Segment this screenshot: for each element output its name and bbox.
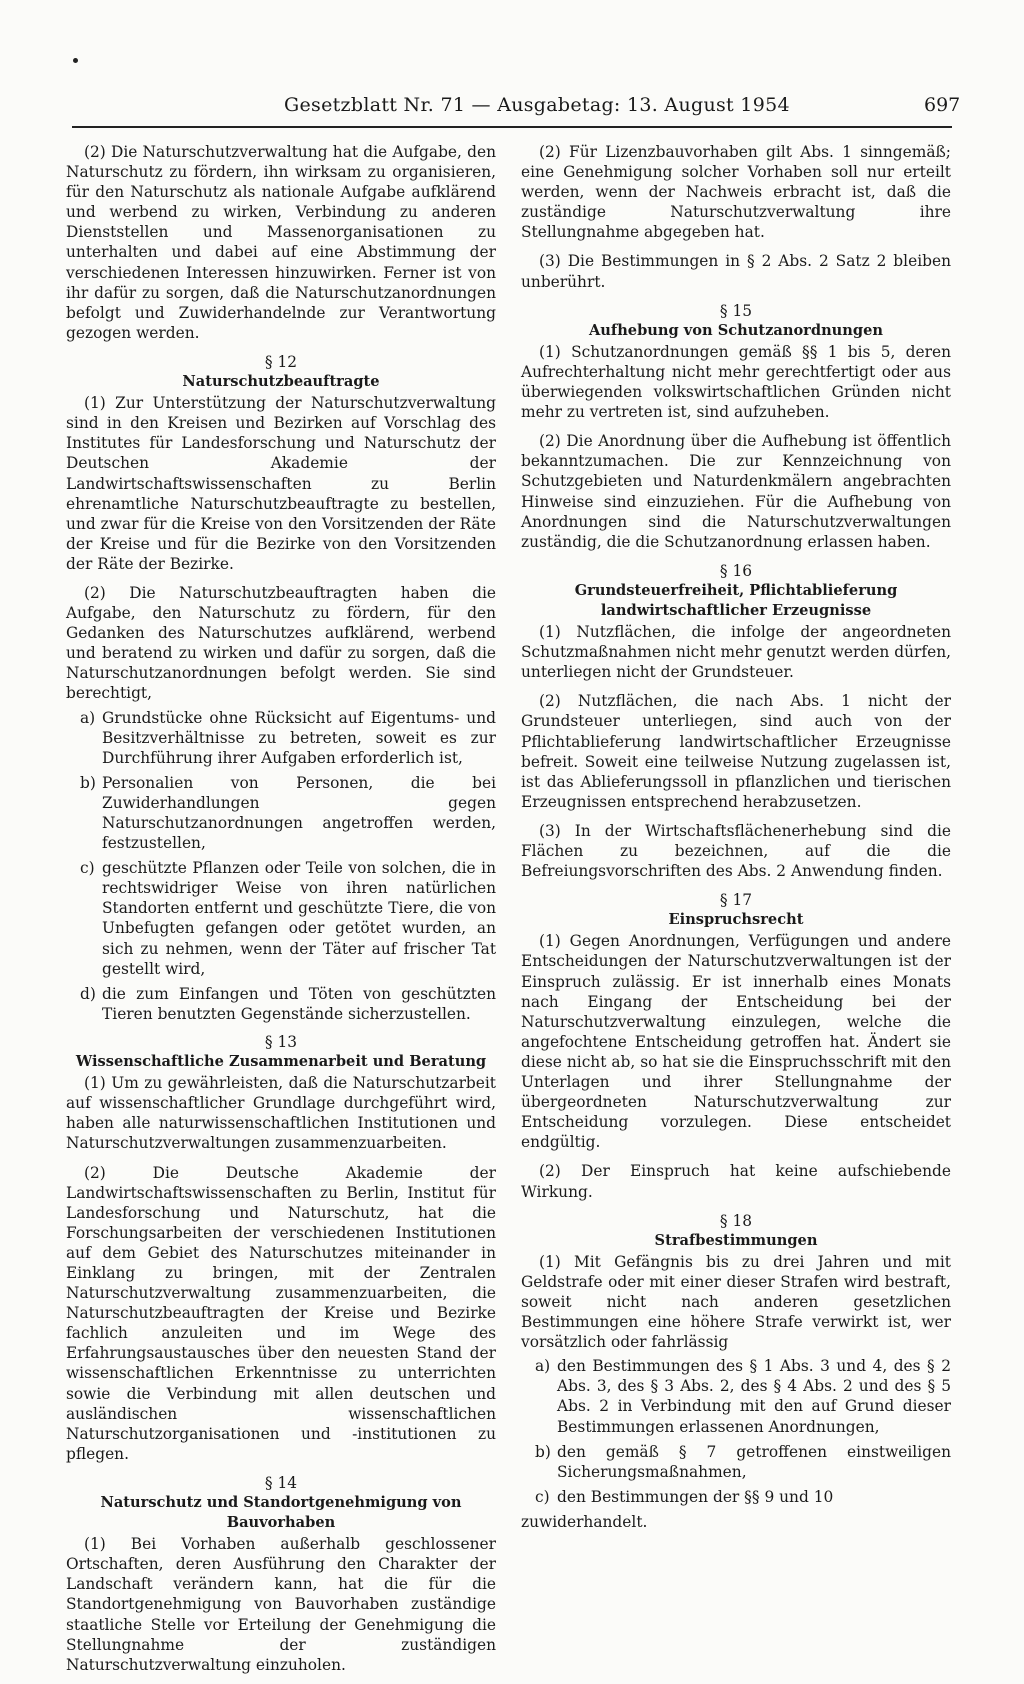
- section-number: § 16: [719, 561, 753, 580]
- paragraph: (2) Nutzflächen, die nach Abs. 1 nicht der Grundsteuer unterliegen, sind auch von der Pflichtablieferung landwirtschaftlicher Erzeugnisse befreit. Soweit eine teilweise Nutzung zugelassen ist, ist das Ablieferungssoll in pflanzlichen und tierischen Erzeugnissen entsprechend herabzusetzen.: [521, 692, 951, 811]
- list-text: die zum Einfangen und Töten von geschützten Tieren benutzten Gegenstände sicherzustellen.: [102, 984, 496, 1023]
- section-title: Wissenschaftliche Zusammenarbeit und Beratung: [75, 1053, 487, 1071]
- section-number: § 17: [719, 891, 753, 910]
- paragraph: (1) Mit Gefängnis bis zu drei Jahren und mit Geldstrafe oder mit einer dieser Strafen wird bestraft, soweit nicht nach anderen gesetzlichen Bestimmungen eine höhere Strafe verwirkt ist, wer vorsätzlich oder fahrlässig: [521, 1252, 951, 1352]
- section-number: § 18: [719, 1211, 753, 1230]
- section-title: Strafbestimmungen: [654, 1231, 818, 1249]
- header-rule: [72, 126, 952, 128]
- paragraph: (1) Gegen Anordnungen, Verfügungen und andere Entscheidungen der Naturschutzverwaltungen ist der Einspruch zulässig. Er ist innerhalb eines Monats nach Eingang der Entscheidung bei der Naturschutzverwaltung einzulegen, welche die angefochtene Entscheidung getroffen hat. Ändert sie diese nicht ab, so hat sie die Einspruchsschrift mit den Unterlagen und ihrer Stellungnahme der übergeordneten Naturschutzverwaltung zur Entscheidung vorzulegen. Diese entscheidet endgültig.: [521, 932, 951, 1152]
- paragraph: (2) Die Naturschutzbeauftragten haben die Aufgabe, den Naturschutz zu fördern, für den Gedanken des Naturschutzes aufklärend, werbend und beratend zu wirken und dafür zu sorgen, daß die Naturschutzanordnungen befolgt werden. Sie sind berechtigt,: [66, 583, 496, 703]
- section-title: Grundsteuerfreiheit, Pflichtablieferung: [574, 581, 898, 599]
- paragraph: (1) Schutzanordnungen gemäß §§ 1 bis 5, deren Aufrechterhaltung nicht mehr gerechtfertigt oder aus überwiegenden volkswirtschaftlichen Gründen nicht mehr zu vertreten ist, sind aufzuheben.: [521, 342, 951, 422]
- section-title-line2: landwirtschaftlicher Erzeugnisse: [600, 601, 872, 619]
- paragraph: (1) Um zu gewährleisten, daß die Naturschutzarbeit auf wissenschaftlicher Grundlage durchgeführt wird, haben alle naturwissenschaftlichen Institutionen und Naturschutzverwaltungen zusammenzuarbeiten.: [66, 1074, 496, 1153]
- list-text: den Bestimmungen der §§ 9 und 10: [557, 1487, 834, 1506]
- page-number: 697: [924, 94, 961, 116]
- section-title: Naturschutz und Standortgenehmigung von Bauvorhaben: [100, 1494, 462, 1532]
- left-column: [66, 142, 496, 1684]
- paragraph: (3) In der Wirtschaftsflächenerhebung sind die Flächen zu bezeichnen, auf die die Befreiungsvorschriften des Abs. 2 Anwendung finden.: [521, 821, 951, 881]
- list-item: [66, 984, 496, 1024]
- list-label: b): [535, 1442, 551, 1461]
- list-item: [521, 1442, 951, 1482]
- list-item: [66, 708, 496, 768]
- list-text: den gemäß § 7 getroffenen einstweiligen Sicherungsmaßnahmen,: [557, 1442, 951, 1481]
- section-title: Naturschutzbeauftragte: [182, 373, 380, 391]
- list-label: d): [80, 984, 96, 1003]
- list-label: c): [80, 859, 95, 878]
- list-item: [66, 773, 496, 853]
- paragraph: (2) Die Anordnung über die Aufhebung ist öffentlich bekanntzumachen. Die zur Kennzeichnung von Schutzgebieten und Naturdenkmälern angebrachten Hinweise sind einzuziehen. Für die Aufhebung von Anordnungen sind die Naturschutzverwaltungen zuständig, die die Schutzanordnung erlassen haben.: [521, 432, 951, 551]
- paragraph: zuwiderhandelt.: [521, 1512, 648, 1531]
- paragraph: (1) Bei Vorhaben außerhalb geschlossener Ortschaften, deren Ausführung den Charakter der Landschaft verändern kann, hat die für die Standortgenehmigung von Bauvorhaben zuständige staatliche Stelle vor Erteilung der Genehmigung die Stellungnahme der zuständigen Naturschutzverwaltung einzuholen.: [66, 1535, 496, 1674]
- section-number: § 15: [719, 301, 753, 320]
- list-text: Grundstücke ohne Rücksicht auf Eigentums- und Besitzverhältnisse zu betreten, soweit es zur Durchführung ihrer Aufgaben erforderlich ist,: [102, 708, 496, 767]
- page-header: Gesetzblatt Nr. 71 — Ausgabetag: 13. August 1954: [284, 94, 790, 116]
- paragraph: (2) Für Lizenzbauvorhaben gilt Abs. 1 sinngemäß; eine Genehmigung solcher Vorhaben soll nur erteilt werden, wenn der Nachweis erbracht ist, daß die zuständige Naturschutzverwaltung ihre Stellungnahme abgegeben hat.: [521, 143, 951, 242]
- list-text: Personalien von Personen, die bei Zuwiderhandlungen gegen Naturschutzanordnungen angetroffen werden, festzustellen,: [102, 773, 496, 853]
- section-title: Aufhebung von Schutzanordnungen: [588, 321, 884, 339]
- list-label: a): [535, 1357, 551, 1376]
- list-item: [521, 1487, 951, 1507]
- list-label: a): [80, 708, 96, 727]
- paragraph: (3) Die Bestimmungen in § 2 Abs. 2 Satz 2 bleiben unberührt.: [521, 252, 951, 291]
- list-item: [521, 1356, 951, 1436]
- paragraph: (2) Die Naturschutzverwaltung hat die Aufgabe, den Naturschutz zu fördern, ihn wirksam zu organisieren, für den Naturschutz als nationale Aufgabe aufklärend und werbend zu wirken, Verbindung zu anderen Dienststellen und Massenorganisationen zu unterhalten und dabei auf eine Abstimmung der verschiedenen Interessen hinzuwirken. Ferner ist von ihr dafür zu sorgen, daß die Naturschutzanordnungen befolgt und Zuwiderhandelnde zur Verantwortung gezogen werden.: [66, 143, 496, 342]
- section-number: § 14: [264, 1473, 298, 1492]
- list-label: c): [535, 1487, 550, 1506]
- list-label: b): [80, 773, 96, 792]
- section-title: Einspruchsrecht: [668, 911, 804, 929]
- section-number: § 12: [264, 352, 298, 371]
- right-column: [521, 142, 951, 1541]
- paragraph: (2) Der Einspruch hat keine aufschiebende Wirkung.: [521, 1162, 951, 1201]
- paragraph: (2) Die Deutsche Akademie der Landwirtschaftswissenschaften zu Berlin, Institut für Landesforschung und Naturschutz, hat die Forschungsarbeiten der verschiedenen Institutionen auf dem Gebiet des Naturschutzes miteinander in Einklang zu bringen, mit der Zentralen Naturschutzverwaltung zusammenzuarbeiten, die Naturschutzbeauftragten der Kreise und Bezirke fachlich anzuleiten und im Wege des Erfahrungsaustausches über den neuesten Stand der wissenschaftlichen Erkenntnisse zu unterrichten sowie die Verbindung mit allen deutschen und ausländischen wissenschaftlichen Naturschutzorganisationen und -institutionen zu pflegen.: [66, 1163, 496, 1463]
- section-number: § 13: [264, 1032, 298, 1051]
- list-text: den Bestimmungen des § 1 Abs. 3 und 4, des § 2 Abs. 3, des § 3 Abs. 2, des § 4 Abs. 2 und des § 5 Abs. 2 in Verbindung mit den auf Grund dieser Bestimmungen erlassenen Anordnungen,: [557, 1357, 951, 1436]
- scan-speck: [73, 58, 78, 63]
- paragraph: (1) Zur Unterstützung der Naturschutzverwaltung sind in den Kreisen und Bezirken auf Vorschlag des Institutes für Landesforschung und Naturschutz der Deutschen Akademie der Landwirtschaftswissenschaften zu Berlin ehrenamtliche Naturschutzbeauftragte zu bestellen, und zwar für die Kreise von den Vorsitzenden der Räte der Kreise und für die Bezirke von den Vorsitzenden der Räte der Bezirke.: [66, 394, 496, 573]
- paragraph: (1) Nutzflächen, die infolge der angeordneten Schutzmaßnahmen nicht mehr genutzt werden dürfen, unterliegen nicht der Grundsteuer.: [521, 623, 951, 682]
- list-item: [66, 858, 496, 979]
- list-text: geschützte Pflanzen oder Teile von solchen, die in rechtswidriger Weise von ihren natürlichen Standorten entfernt und geschützte Tiere, die von Unbefugten gefangen oder getötet wurden, an sich zu nehmen, wenn der Täter auf frischer Tat gestellt wird,: [102, 859, 496, 978]
